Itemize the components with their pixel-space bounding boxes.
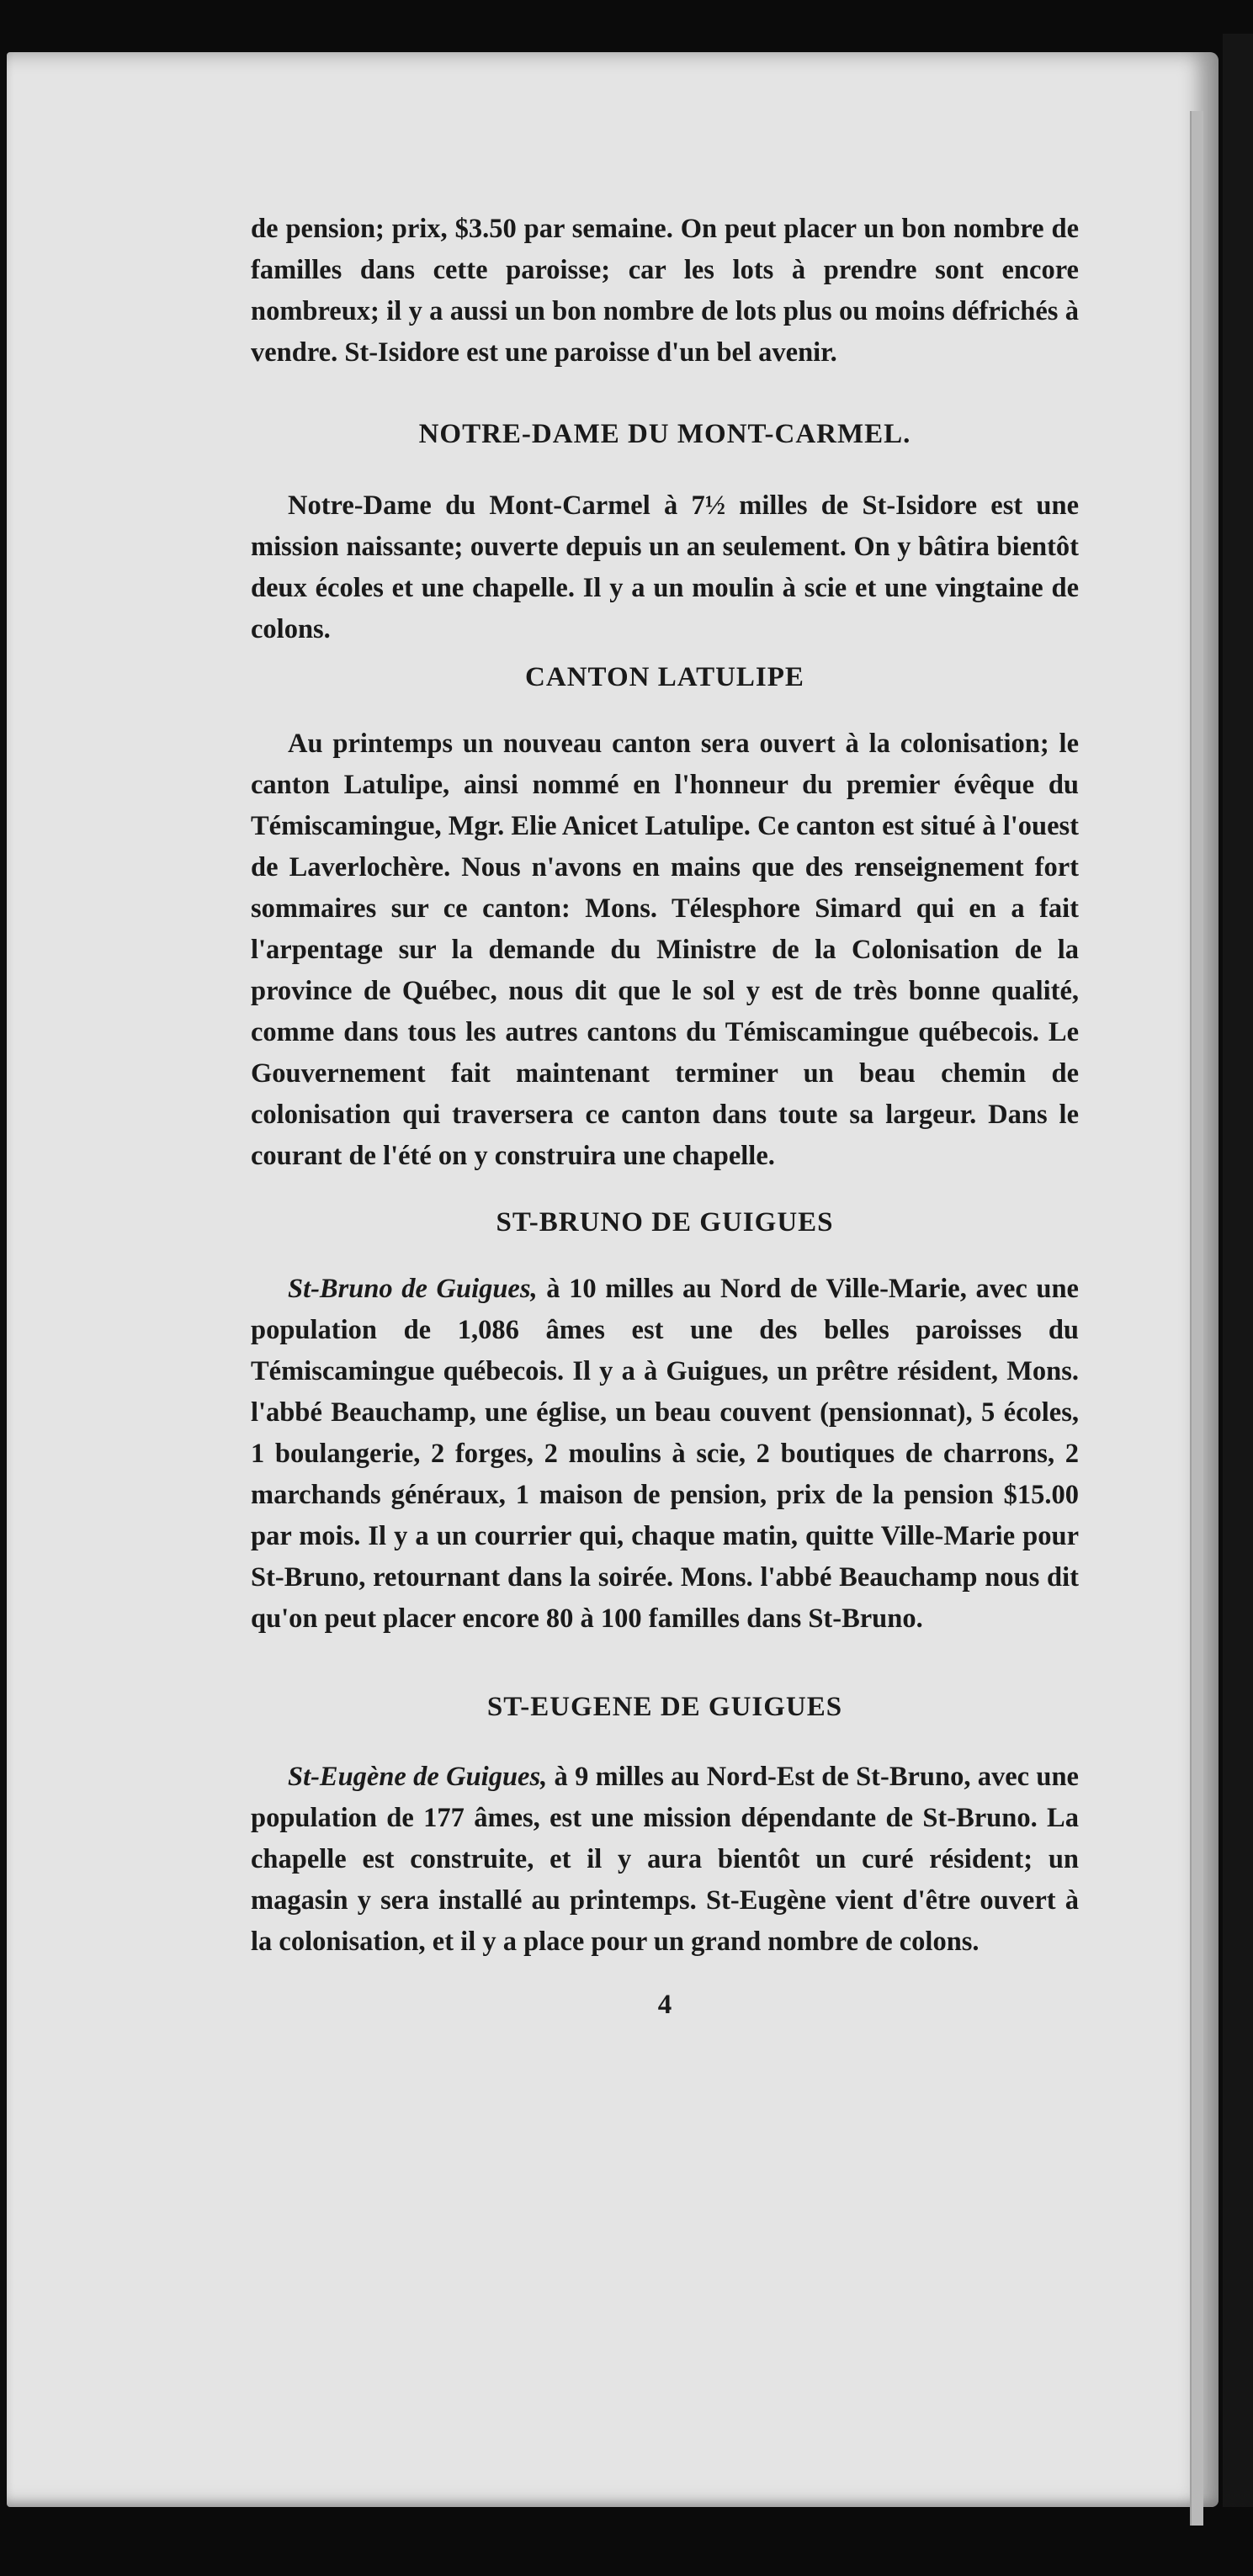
page-number: 4 xyxy=(657,1990,672,2020)
section-body-canton-latulipe: Au printemps un nouveau canton sera ouvert à la colonisation; le canton Latulipe, ainsi nommé en l'honneur du premier évêque du Témiscamingue, Mgr. Elie Anicet Latulipe. Ce canton est situé à l'ouest de Laverlochère. Nous n'avons en mains que des renseignement fort sommaires sur ce canton: Mons. Télesphore Simard qui en a fait l'arpentage sur la demande du Ministre de la Colonisation de la province de Québec, nous dit que le sol y est de très bonne qualité, comme dans tous les autres cantons du Témiscamingue québecois. Le Gouvernement fait maintenant terminer un beau chemin de colonisation qui traversera ce canton dans toute sa largeur. Dans le courant de l'été on y construira une chapelle. xyxy=(251,729,1079,1171)
section-lead-st-bruno: St-Bruno de Guigues, xyxy=(288,1274,538,1304)
section-text-st-eugene: à 9 milles au Nord-Est de St-Bruno, avec une population de 177 âmes, est une mission dépendante de St-Bruno. La chapelle est construite, et il y aura bientôt un curé résident; un magasin y sera installé au printemps. St-Eugène vient d'être ouvert à la colonisation, et il y a place pour un grand nombre de colons. xyxy=(251,1762,1079,1957)
page-fold xyxy=(1190,111,1203,2526)
page-content xyxy=(251,209,1079,2026)
section-title-canton-latulipe: CANTON LATULIPE xyxy=(525,662,804,692)
section-body-st-eugene xyxy=(251,1757,1079,1963)
page-edge-shadow xyxy=(1223,34,1253,2507)
section-body-st-bruno xyxy=(251,1269,1079,1640)
section-title-mont-carmel: NOTRE-DAME DU MONT-CARMEL. xyxy=(418,419,911,449)
section-body-mont-carmel: Notre-Dame du Mont-Carmel à 7½ milles de St-Isidore est une mission naissante; ouverte depuis un an seulement. On y bâtira bientôt deux écoles et une chapelle. Il y a un moulin à scie et une vingtaine de colons. xyxy=(251,490,1079,644)
section-title-st-eugene: ST-EUGENE DE GUIGUES xyxy=(486,1692,843,1722)
section-title-st-bruno: ST-BRUNO DE GUIGUES xyxy=(496,1207,834,1238)
section-lead-st-eugene: St-Eugène de Guigues, xyxy=(288,1762,548,1792)
section-text-st-bruno: à 10 milles au Nord de Ville-Marie, avec une population de 1,086 âmes est une des belles paroisses du Témiscamingue québecois. Il y a à Guigues, un prêtre résident, Mons. l'abbé Beauchamp, une église, un beau couvent (pensionnat), 5 écoles, 1 boulangerie, 2 forges, 2 moulins à scie, 2 boutiques de charrons, 2 marchands généraux, 1 maison de pension, prix de la pension $15.00 par mois. Il y a un courrier qui, chaque matin, quitte Ville-Marie pour St-Bruno, retournant dans la soirée. Mons. l'abbé Beauchamp nous dit qu'on peut placer encore 80 à 100 familles dans St-Bruno. xyxy=(251,1274,1079,1634)
intro-paragraph: de pension; prix, $3.50 par semaine. On peut placer un bon nombre de familles dans cette paroisse; car les lots à prendre sont encore nombreux; il y a aussi un bon nombre de lots plus ou moins défrichés à vendre. St-Isidore est une paroisse d'un bel avenir. xyxy=(251,214,1079,368)
